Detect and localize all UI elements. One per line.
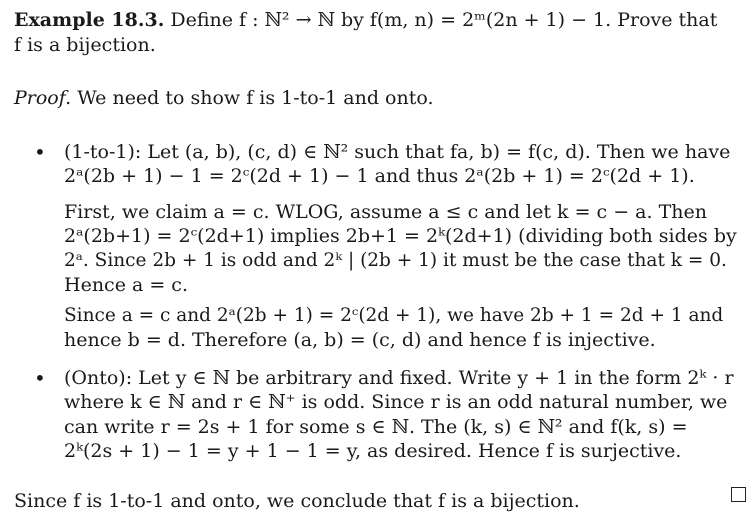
example-label: Example 18.3. <box>14 9 165 31</box>
bullet-2-line: 2ᵏ(2s + 1) − 1 = y + 1 − 1 = y, as desired. Hence f is surjective. <box>64 440 682 462</box>
proof-intro <box>14 86 434 110</box>
example-line-1 <box>14 8 717 32</box>
qed-box-icon <box>731 487 746 502</box>
bullet-2-line: where k ∈ ℕ and r ∈ ℕ⁺ is odd. Since r is an odd natural number, we <box>64 391 728 413</box>
example-line-2: f is a bijection. <box>14 34 156 56</box>
bullet-1-line: Since a = c and 2ᵃ(2b + 1) = 2ᶜ(2d + 1), we have 2b + 1 = 2d + 1 and <box>64 305 724 326</box>
bullet-1-line: First, we claim a = c. WLOG, assume a ≤ c and let k = c − a. Then <box>64 201 707 223</box>
bullet-1-line: Hence a = c. <box>64 274 188 296</box>
example-text: Define f : ℕ² → ℕ by f(m, n) = 2ᵐ(2n + 1) − 1. Prove that <box>170 9 718 31</box>
proof-label: Proof. <box>14 87 72 109</box>
bullet-1-line: (1-to-1): Let (a, b), (c, d) ∈ ℕ² such that fa, b) = f(c, d). Then we have <box>64 141 731 163</box>
bullet-1-line: 2ᵃ(2b + 1) − 1 = 2ᶜ(2d + 1) − 1 and thus 2ᵃ(2b + 1) = 2ᶜ(2d + 1). <box>64 165 695 187</box>
bullet-2-line: (Onto): Let y ∈ ℕ be arbitrary and fixed. Write y + 1 in the form 2ᵏ · r <box>64 367 734 389</box>
proof-intro-text: We need to show f is 1-to-1 and onto. <box>77 87 434 109</box>
bullet-1-line: hence b = d. Therefore (a, b) = (c, d) and hence f is injective. <box>64 329 656 351</box>
bullet-2-line: can write r = 2s + 1 for some s ∈ ℕ. The (k, s) ∈ ℕ² and f(k, s) = <box>64 416 688 438</box>
bullet-dot: • <box>34 366 46 390</box>
bullet-dot: • <box>34 140 46 164</box>
conclusion-line: Since f is 1-to-1 and onto, we conclude that f is a bijection. <box>14 490 580 512</box>
bullet-1-line: 2ᵃ. Since 2b + 1 is odd and 2ᵏ | (2b + 1) it must be the case that k = 0. <box>64 250 727 271</box>
bullet-1-line: 2ᵃ(2b+1) = 2ᶜ(2d+1) implies 2b+1 = 2ᵏ(2d+1) (dividing both sides by <box>64 225 737 247</box>
